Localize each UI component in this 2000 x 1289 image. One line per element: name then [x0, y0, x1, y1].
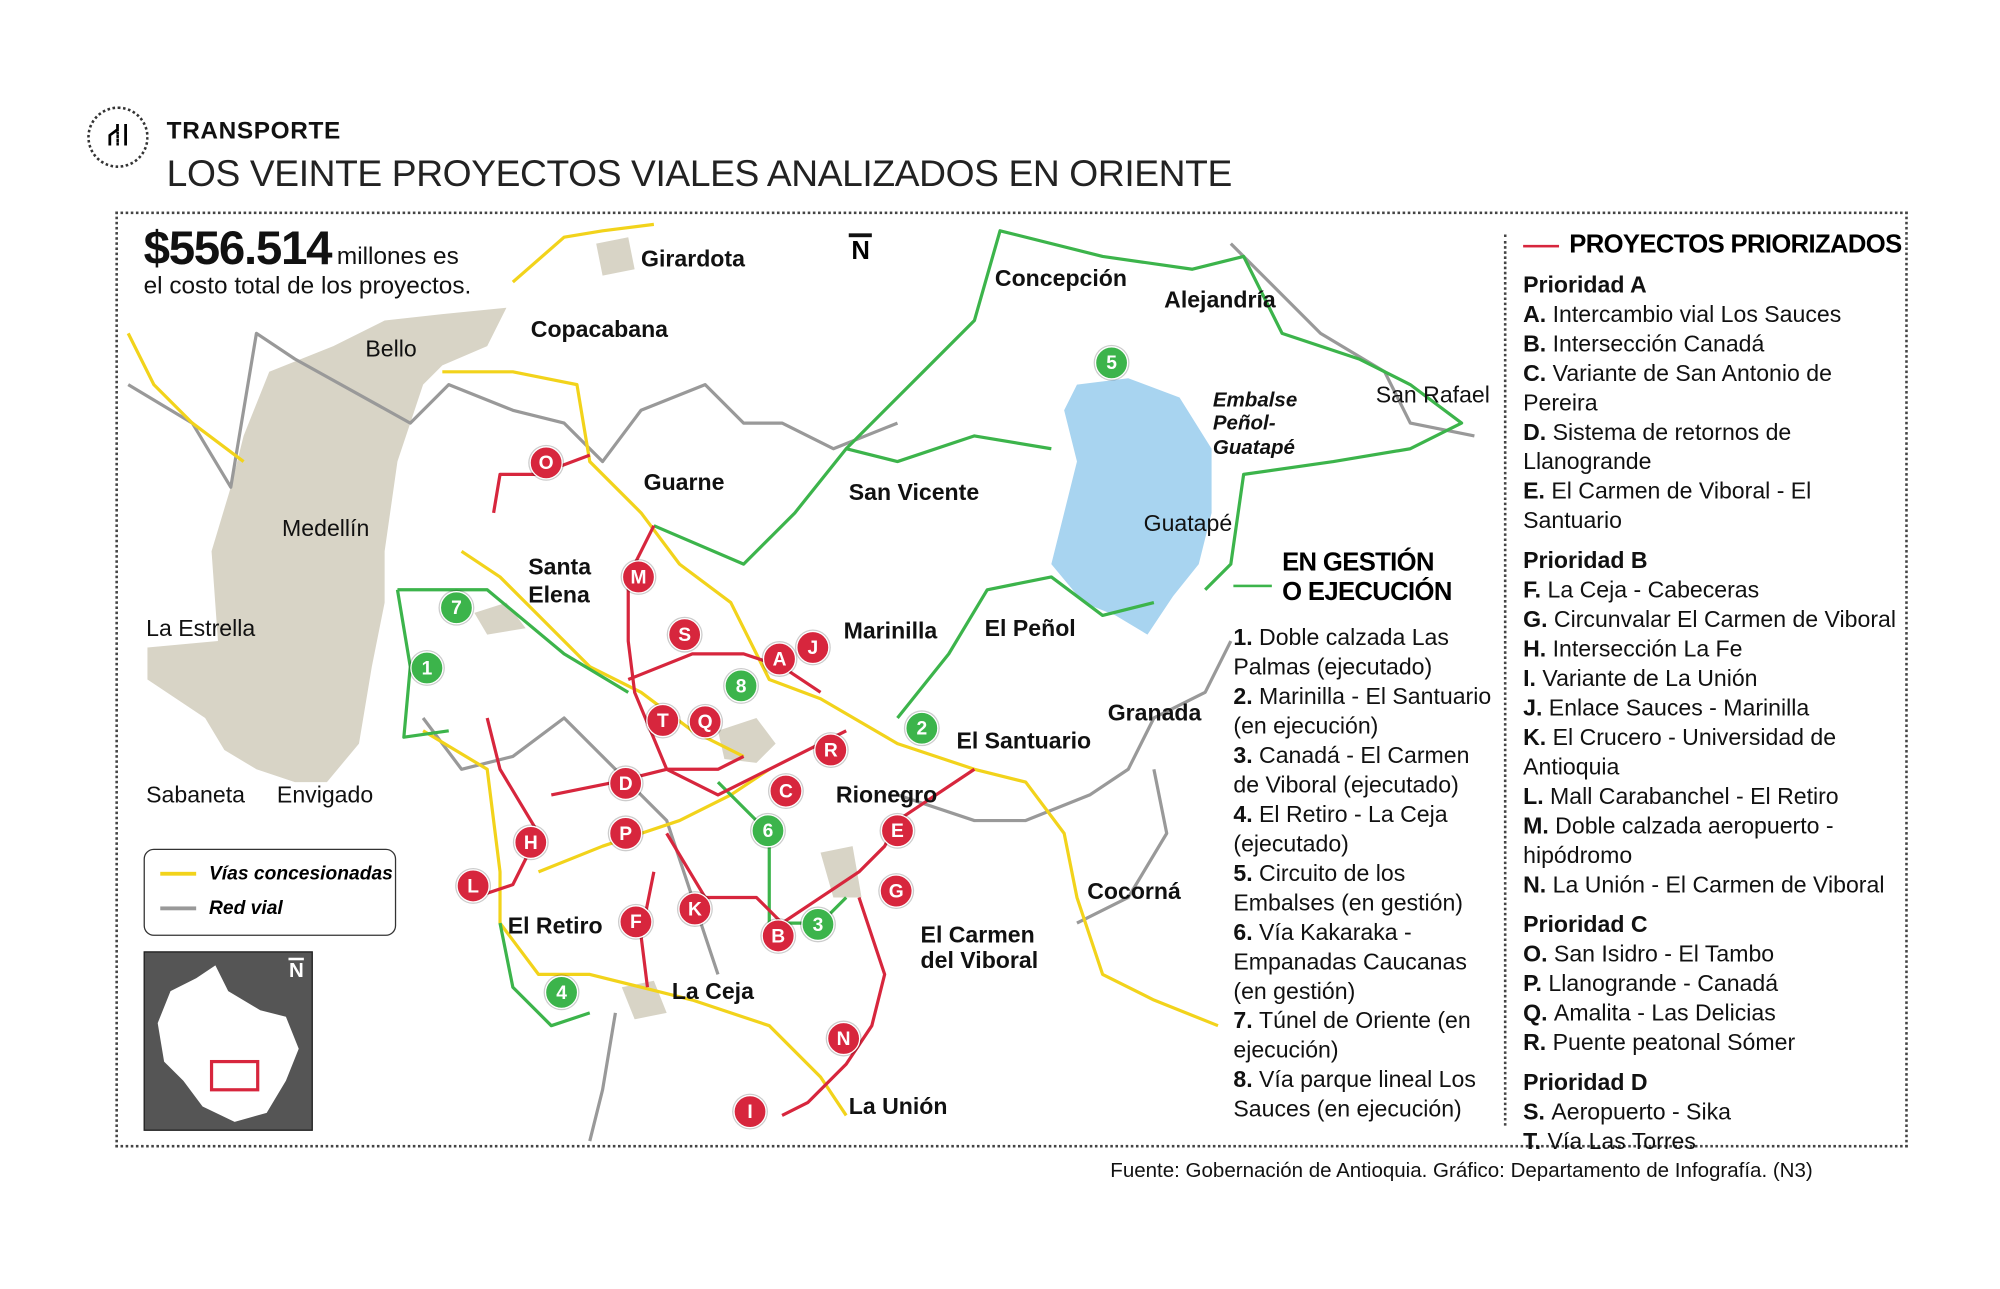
list-item: [1233, 623, 1496, 682]
town-label: El Santuario: [956, 728, 1092, 754]
town-label: Alejandría: [1164, 287, 1276, 313]
list-item: [1523, 723, 1908, 782]
priorizado-marker-i: I: [733, 1095, 766, 1128]
item-key: E.: [1523, 478, 1552, 504]
item-key: 8.: [1233, 1066, 1260, 1093]
town-label: Sabaneta: [146, 782, 245, 808]
list-item: [1523, 605, 1908, 634]
gestion-line-swatch: [1233, 585, 1271, 588]
item-key: F.: [1523, 576, 1548, 603]
item-key: R.: [1523, 1029, 1553, 1056]
item-key: M.: [1523, 812, 1556, 839]
gestion-marker-7: 7: [440, 591, 473, 624]
town-label: Medellín: [282, 515, 370, 542]
cost-text-1: millones es: [336, 243, 459, 271]
locator-inset-map: [144, 951, 313, 1130]
north-arrow-icon: N: [849, 233, 873, 266]
item-text: Amalita - Las Delicias: [1553, 1000, 1776, 1026]
legend-swatch-red-vial: [160, 906, 196, 910]
item-text: Aeropuerto - Sika: [1551, 1098, 1731, 1125]
item-text: Vía Kakaraka - Empanadas Caucanas (en gestión): [1233, 919, 1467, 1004]
item-key: 3.: [1233, 742, 1260, 768]
item-key: O.: [1523, 941, 1554, 967]
gestion-marker-5: 5: [1095, 346, 1128, 379]
column-divider: [1504, 235, 1507, 1126]
item-key: Q.: [1523, 1000, 1554, 1026]
priorizado-marker-d: D: [609, 767, 642, 800]
gestion-marker-8: 8: [724, 669, 757, 702]
priority-group-heading: Prioridad A: [1523, 271, 1647, 298]
town-label: La Estrella: [146, 615, 256, 642]
item-key: C.: [1523, 360, 1553, 386]
town-label: Rionegro: [835, 782, 938, 808]
item-key: I.: [1523, 665, 1543, 692]
priorizado-marker-b: B: [762, 919, 795, 952]
item-key: 5.: [1233, 860, 1260, 886]
list-item: [1523, 664, 1908, 693]
item-key: S.: [1523, 1098, 1552, 1125]
priorizado-marker-m: M: [622, 560, 655, 593]
item-text: Intersección Canadá: [1552, 330, 1765, 357]
gestion-marker-2: 2: [905, 712, 938, 745]
town-label: San Rafael: [1375, 382, 1490, 408]
item-text: El Carmen de Viboral - El Santuario: [1523, 478, 1812, 534]
item-text: Puente peatonal Sómer: [1552, 1029, 1796, 1056]
item-text: Variante de La Unión: [1542, 665, 1758, 692]
gestion-marker-3: 3: [801, 908, 834, 941]
source-credit: Fuente: Gobernación de Antioquia. Gráfico: Departamento de Infografía. (N3): [1110, 1160, 1813, 1183]
town-label: Copacabana: [530, 316, 669, 343]
list-item: [1523, 635, 1908, 664]
item-key: 6.: [1233, 919, 1260, 945]
inset-north-icon: N: [289, 958, 304, 984]
priorizados-list: [1523, 231, 1908, 1157]
item-key: 2.: [1233, 683, 1260, 710]
map-legend: [144, 849, 397, 936]
item-text: El Retiro - La Ceja (ejecutado): [1233, 801, 1448, 857]
list-item: [1233, 682, 1496, 741]
priority-group-heading: Prioridad B: [1523, 547, 1648, 574]
priorizado-marker-s: S: [668, 618, 701, 651]
item-key: 4.: [1233, 801, 1260, 827]
town-label: Concepción: [994, 265, 1127, 292]
town-label: La Unión: [848, 1093, 948, 1120]
item-text: Vía Las Torres: [1547, 1128, 1696, 1154]
priorizado-marker-j: J: [796, 631, 829, 664]
item-text: Vía parque lineal Los Sauces (en ejecución): [1233, 1066, 1476, 1122]
item-text: Túnel de Oriente (en ejecución): [1233, 1007, 1471, 1063]
priorizado-marker-p: P: [609, 817, 642, 850]
gestion-marker-4: 4: [545, 976, 578, 1009]
priorizado-marker-o: O: [530, 446, 563, 479]
priorizado-marker-q: Q: [688, 705, 721, 738]
item-key: J.: [1523, 694, 1549, 721]
priorizado-marker-a: A: [763, 642, 796, 675]
item-key: D.: [1523, 419, 1553, 445]
list-item: [1233, 918, 1496, 1006]
list-item: [1523, 782, 1908, 811]
priorizado-marker-h: H: [514, 826, 547, 859]
town-label: Guarne: [643, 469, 725, 495]
list-item: [1523, 1028, 1908, 1057]
list-item: [1233, 859, 1496, 918]
item-text: San Isidro - El Tambo: [1553, 941, 1775, 967]
item-text: Intercambio vial Los Sauces: [1552, 301, 1842, 327]
item-key: A.: [1523, 301, 1553, 327]
item-text: Canadá - El Carmen de Viboral (ejecutado): [1233, 742, 1470, 798]
item-key: G.: [1523, 606, 1554, 633]
gestion-marker-6: 6: [751, 814, 784, 847]
item-text: Enlace Sauces - Marinilla: [1548, 694, 1810, 721]
item-key: T.: [1523, 1128, 1548, 1154]
town-label: San Vicente: [848, 479, 980, 506]
cost-amount: $556.514: [143, 221, 332, 275]
town-label: Marinilla: [843, 617, 938, 644]
priorizados-line-swatch: [1523, 244, 1559, 247]
legend-concesionadas: Vías concesionadas: [208, 862, 393, 885]
item-text: Llanogrande - Canadá: [1548, 970, 1779, 997]
list-item: [1523, 576, 1908, 605]
item-text: Doble calzada Las Palmas (ejecutado): [1233, 624, 1449, 680]
list-item: [1523, 329, 1908, 358]
section-label: TRANSPORTE: [166, 117, 341, 145]
gestion-title-2: O EJECUCIÓN: [1282, 578, 1452, 607]
item-text: Variante de San Antonio de Pereira: [1523, 360, 1832, 416]
list-item: [1523, 1097, 1908, 1126]
town-label: El Retiro: [507, 912, 603, 939]
medellin-area: [147, 308, 506, 782]
town-label: La Ceja: [671, 978, 754, 1004]
priority-group-heading: Prioridad D: [1523, 1069, 1648, 1095]
town-label: El Peñol: [984, 615, 1076, 642]
list-item: [1523, 940, 1908, 969]
item-text: Circunvalar El Carmen de Viboral: [1553, 606, 1896, 633]
page-title: LOS VEINTE PROYECTOS VIALES ANALIZADOS EN ORIENTE: [166, 153, 1232, 195]
priorizados-title: PROYECTOS PRIORIZADOS: [1569, 230, 1902, 259]
town-label: Girardota: [641, 246, 745, 272]
list-item: [1233, 741, 1496, 800]
item-text: La Ceja - Cabeceras: [1547, 576, 1760, 603]
cost-text-2: el costo total de los proyectos.: [143, 272, 472, 300]
item-text: Circuito de los Embalses (en gestión): [1233, 860, 1463, 916]
priorizado-marker-r: R: [814, 733, 847, 766]
priorizado-marker-g: G: [880, 874, 913, 907]
town-label: Bello: [365, 335, 417, 362]
town-label: Santa Elena: [528, 553, 592, 608]
list-item: [1233, 1065, 1496, 1124]
item-text: Doble calzada aeropuerto - hipódromo: [1523, 812, 1834, 868]
gestion-title-1: EN GESTIÓN: [1282, 548, 1434, 577]
item-text: Marinilla - El Santuario (en ejecución): [1233, 683, 1492, 739]
list-item: [1523, 694, 1908, 723]
priorizado-marker-t: T: [646, 704, 679, 737]
item-key: L.: [1523, 783, 1551, 810]
gestion-list: [1233, 549, 1502, 1125]
legend-red-vial: Red vial: [208, 897, 283, 920]
list-item: [1233, 800, 1496, 859]
total-cost: [143, 221, 472, 300]
list-item: [1523, 477, 1908, 536]
town-label: Cocorná: [1087, 878, 1181, 904]
priorizado-marker-l: L: [456, 869, 489, 902]
legend-swatch-concesionadas: [160, 872, 196, 876]
list-item: [1523, 871, 1908, 900]
priorizado-marker-c: C: [769, 774, 802, 807]
list-item: [1523, 418, 1908, 477]
item-text: El Crucero - Universidad de Antioquia: [1523, 724, 1837, 780]
priorizado-marker-f: F: [619, 905, 652, 938]
priority-group-heading: Prioridad C: [1523, 911, 1648, 938]
gestion-marker-1: 1: [410, 651, 443, 684]
priorizado-marker-e: E: [881, 814, 914, 847]
priorizado-marker-k: K: [678, 892, 711, 925]
list-item: [1523, 359, 1908, 418]
item-text: Mall Carabanchel - El Retiro: [1550, 783, 1839, 810]
item-key: K.: [1523, 724, 1553, 751]
town-label: El Carmen del Viboral: [920, 921, 1039, 973]
item-text: Sistema de retornos de Llanogrande: [1523, 419, 1792, 475]
item-key: H.: [1523, 635, 1553, 662]
town-label: Envigado: [276, 782, 374, 808]
reservoir-label: Embalse Peñol-Guatapé: [1212, 389, 1298, 459]
list-item: [1523, 969, 1908, 998]
item-key: P.: [1523, 970, 1549, 997]
list-item: [1523, 1127, 1908, 1156]
item-key: 7.: [1233, 1007, 1260, 1034]
town-label: Guatapé: [1143, 510, 1233, 536]
item-text: Intersección La Fe: [1552, 635, 1743, 662]
item-key: 1.: [1233, 624, 1260, 651]
list-item: [1523, 999, 1908, 1028]
priorizado-marker-n: N: [827, 1022, 860, 1055]
item-text: La Unión - El Carmen de Viboral: [1552, 871, 1885, 898]
list-item: [1523, 812, 1908, 871]
list-item: [1523, 300, 1908, 329]
item-key: N.: [1523, 871, 1553, 898]
item-key: B.: [1523, 330, 1553, 357]
town-label: Granada: [1107, 700, 1202, 726]
road-icon: ⛙: [87, 106, 149, 168]
list-item: [1233, 1006, 1496, 1065]
